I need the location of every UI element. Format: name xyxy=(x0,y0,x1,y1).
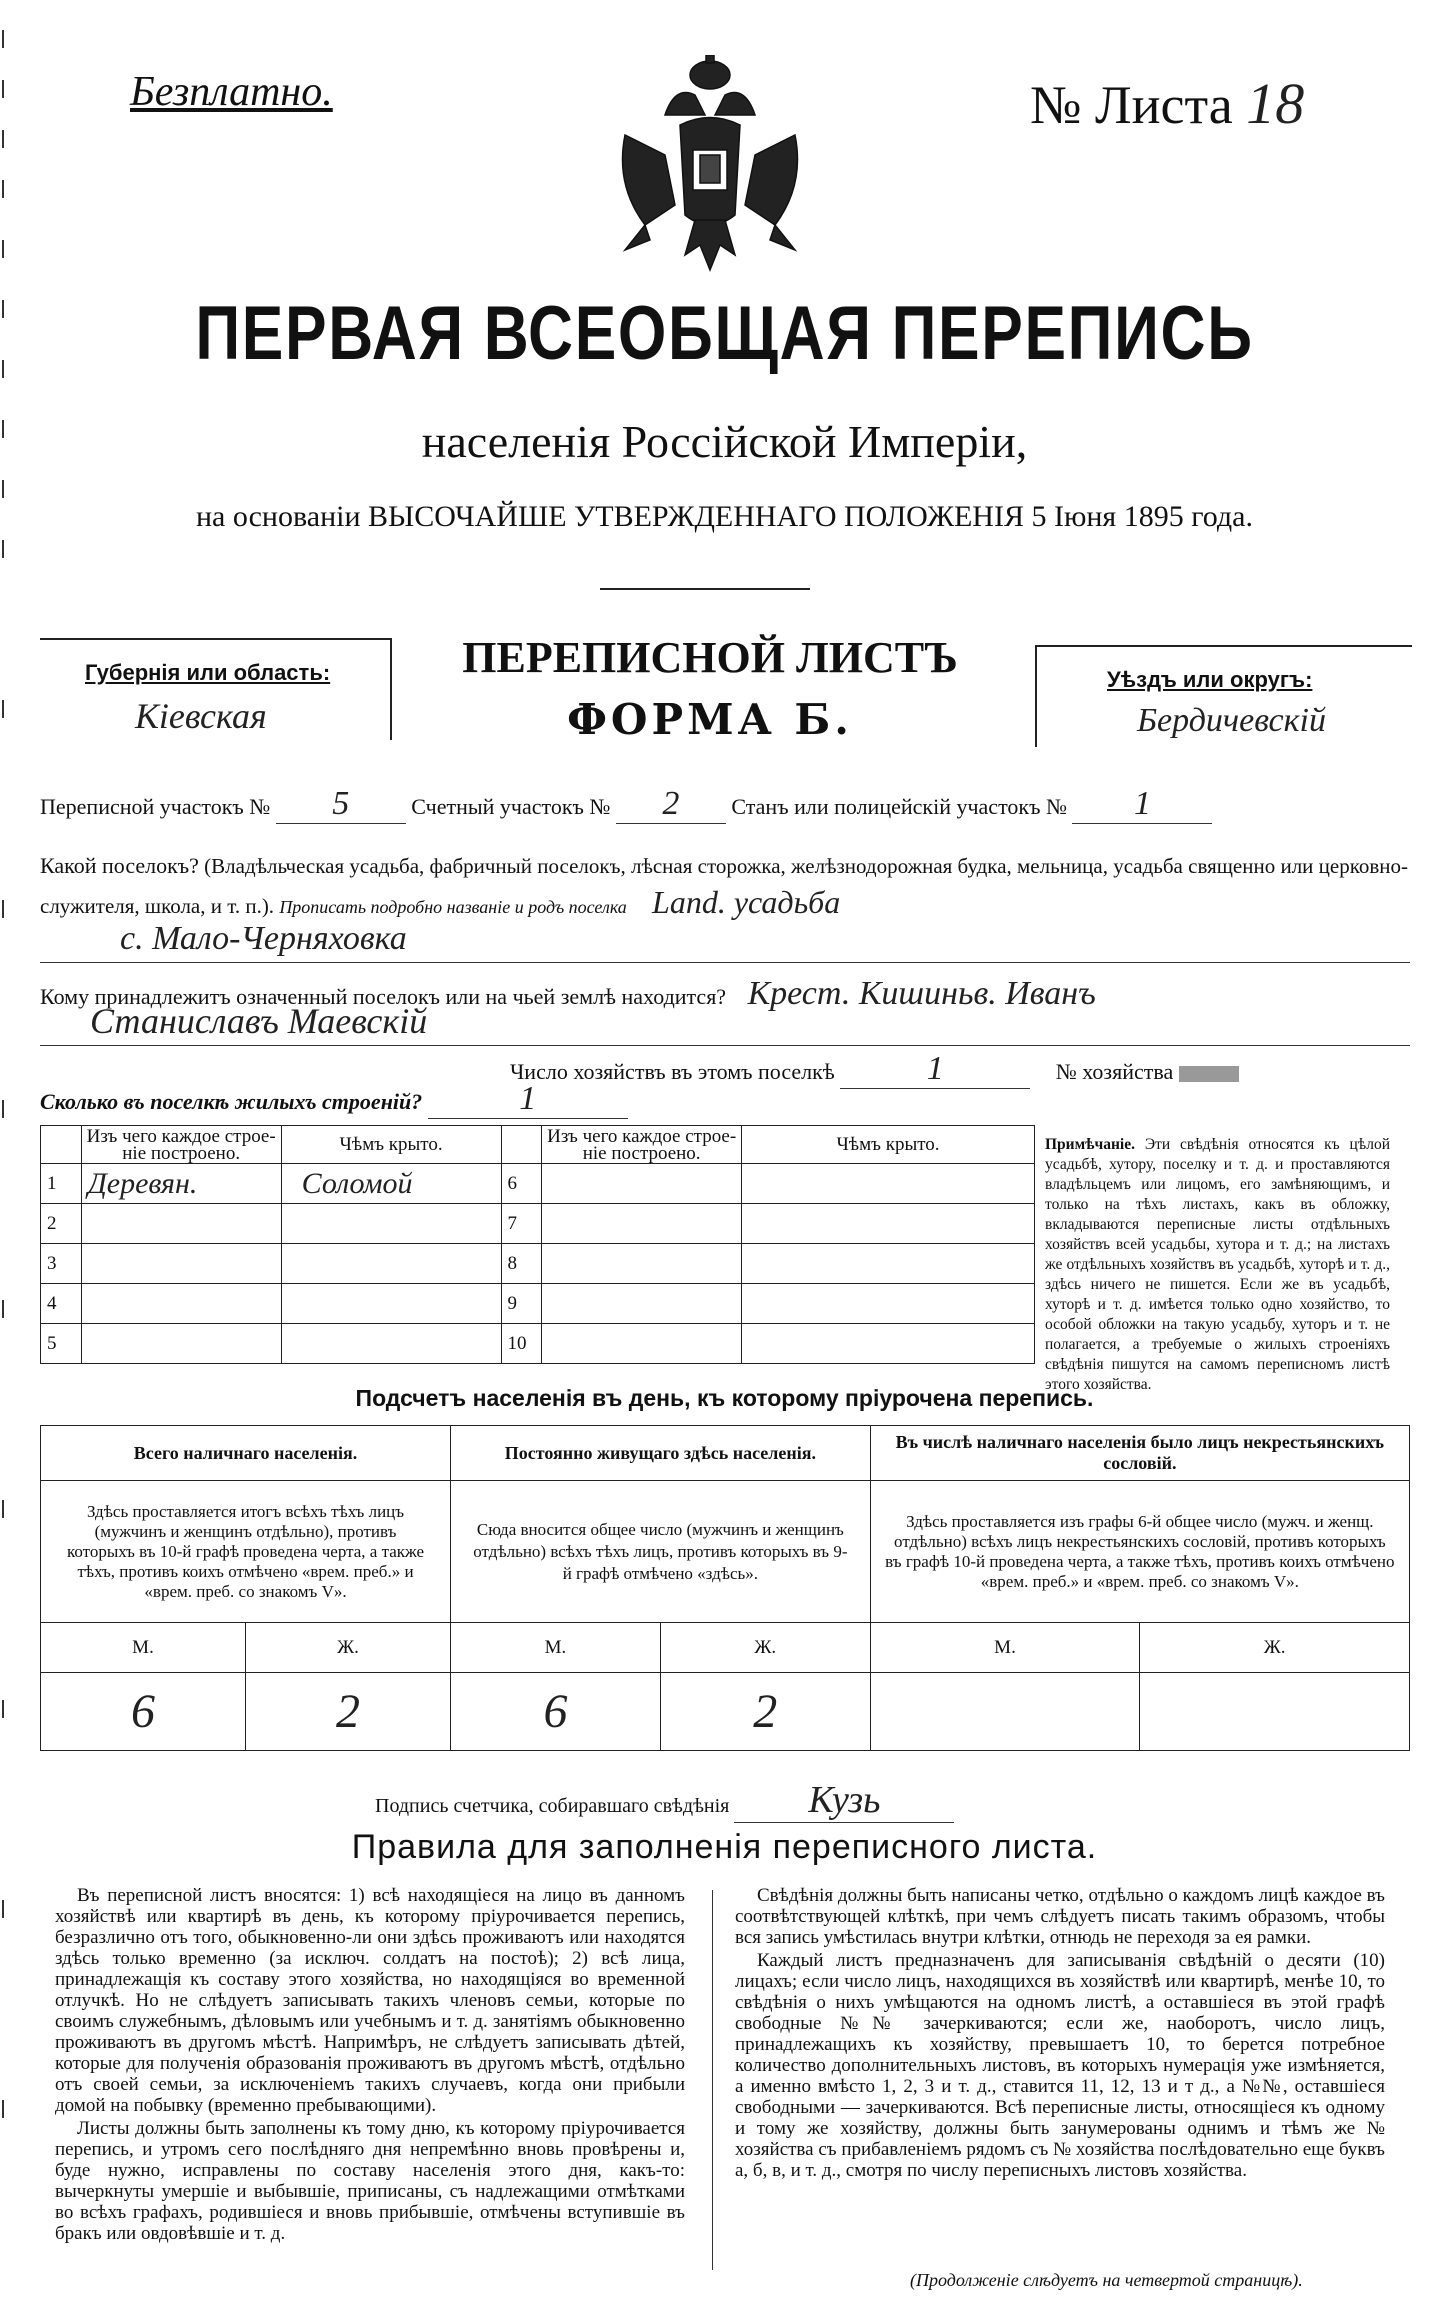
row-number: 9 xyxy=(501,1284,542,1324)
building-roof xyxy=(281,1284,501,1324)
buildings-material-head-1: Изъ чего каждое строе-ніе построено. xyxy=(81,1126,281,1164)
population-title: Подсчетъ населенія въ день, къ которому пріурочена перепись. xyxy=(355,1385,1094,1411)
owner-value-1: Крест. Кишиньв. Иванъ xyxy=(747,975,1096,1012)
building-roof xyxy=(741,1204,1034,1244)
count-district-value: 2 xyxy=(616,785,726,824)
count-district-label: Счетный участокъ № xyxy=(411,794,611,819)
census-sheet-title: ПЕРЕПИСНОЙ ЛИСТЪ xyxy=(462,633,958,682)
building-roof xyxy=(741,1164,1034,1204)
signature-label: Подпись счетчика, собиравшаго свѣдѣнія xyxy=(375,1795,730,1817)
total-population-head: Всего наличнаго населенія. xyxy=(41,1426,451,1481)
permanent-population-head: Постоянно живущаго здѣсь населенія. xyxy=(451,1426,871,1481)
uezd-box xyxy=(1035,645,1412,747)
police-district-label: Станъ или полицейскій участокъ № xyxy=(731,794,1067,819)
building-material xyxy=(542,1244,742,1284)
buildings-material-head-2: Изъ чего каждое строе-ніе построено. xyxy=(542,1126,742,1164)
note-block xyxy=(1045,1135,1390,1395)
district-line xyxy=(40,785,1410,824)
permanent-male-label: М. xyxy=(451,1623,661,1673)
permanent-female-count: 2 xyxy=(660,1673,870,1751)
row-number: 3 xyxy=(41,1244,82,1284)
table-row xyxy=(41,1164,1035,1204)
building-roof xyxy=(281,1324,501,1364)
building-roof xyxy=(741,1244,1034,1284)
settlement-hint: (Владѣльческая усадьба, фабричный поселокъ, лѣсная сторожка, желѣзнодорожная будка, мельница, усадьба священно или церковно-служителя, школа, и т. п.). xyxy=(40,854,1409,918)
uezd-value: Бердичевскій xyxy=(1137,702,1326,739)
guberniya-box xyxy=(40,638,392,740)
row-number: 10 xyxy=(501,1324,542,1364)
population-table xyxy=(40,1425,1410,1751)
permanent-male-count: 6 xyxy=(451,1673,661,1751)
rules-right-paragraph: Каждый листъ предназначенъ для записыванія свѣдѣній о десяти (10) лицахъ; если число лицъ, находящихся въ хозяйствѣ или квартирѣ, менѣе 10, то свѣдѣнія о нихъ умѣщаются на одномъ листѣ, а оставшіеся въ этой графѣ свободные №№ зачеркиваются; если же, наоборотъ, число лицъ, принадлежащихъ къ хозяйству, превышаетъ 10, то берется потребное количество дополнительныхъ листовъ, въ которыхъ нумерація уже измѣняется, а именно вмѣсто 1, 2, 3 и т. д., ставится 11, 12, 13 и т д., а №№, оставшіеся свободными — зачеркиваются. Всѣ переписные листы, относящіеся къ одному и тому же хозяйству, должны быть занумерованы однимъ и тѣмъ же № хозяйства съ прибавленіемъ рядомъ съ № хозяйства послѣдовательно еще буквъ а, б, в, и т. д., смотря по числу переписныхъ листовъ хозяйства. xyxy=(735,1950,1385,2181)
settlement-value-1: Land. усадьба xyxy=(652,884,841,920)
header-divider xyxy=(600,588,810,590)
buildings-table xyxy=(40,1125,1035,1364)
owner-underline xyxy=(40,1045,1410,1046)
row-number: 5 xyxy=(41,1324,82,1364)
sheet-label: № Листа xyxy=(1030,75,1233,135)
building-roof xyxy=(281,1204,501,1244)
building-material xyxy=(542,1284,742,1324)
table-row xyxy=(41,1204,1035,1244)
buildings-num-head xyxy=(41,1126,82,1164)
total-population-desc: Здѣсь проставляется итогъ всѣхъ тѣхъ лицъ (мужчинъ и женщинъ отдѣльно), противъ которыхъ въ 10-й графѣ проведена черта, а также тѣхъ, противъ коихъ отмѣчено «врем. преб.» и «врем. преб. со знакомъ V». xyxy=(41,1481,451,1623)
non-peasant-male-label: М. xyxy=(870,1623,1140,1673)
building-roof xyxy=(281,1244,501,1284)
buildings-value: 1 xyxy=(428,1080,628,1119)
note-label: Примѣчаніе. xyxy=(1045,1136,1135,1153)
sheet-number-field xyxy=(1030,70,1304,137)
guberniya-value: Кіевская xyxy=(135,696,267,736)
census-district-value: 5 xyxy=(276,785,406,824)
total-female-count: 2 xyxy=(246,1673,451,1751)
row-number: 8 xyxy=(501,1244,542,1284)
building-material xyxy=(542,1164,742,1204)
rules-right-column xyxy=(735,1885,1385,2183)
households-value: 1 xyxy=(840,1050,1030,1089)
uezd-label: Уѣздъ или округъ: xyxy=(1107,667,1313,692)
household-no-value xyxy=(1179,1066,1239,1082)
signature-line xyxy=(375,1778,954,1823)
rules-column-divider xyxy=(712,1890,713,2270)
owner-value-2: Станиславъ Маевскій xyxy=(90,1001,428,1041)
buildings-roof-head-1: Чѣмъ крыто. xyxy=(281,1126,501,1164)
row-number: 4 xyxy=(41,1284,82,1324)
row-number: 1 xyxy=(41,1164,82,1204)
building-roof xyxy=(741,1284,1034,1324)
total-female-label: Ж. xyxy=(246,1623,451,1673)
form-name: ФОРМА Б. xyxy=(567,695,853,744)
settlement-label: Какой поселокъ? xyxy=(40,853,199,878)
buildings-line xyxy=(40,1080,628,1119)
free-label: Безплатно. xyxy=(130,69,333,115)
owner-label: Кому принадлежитъ означенный поселокъ или на чьей землѣ находится? xyxy=(40,984,727,1009)
building-material xyxy=(542,1204,742,1244)
building-material xyxy=(81,1284,281,1324)
non-peasant-desc: Здѣсь проставляется изъ графы 6-й общее число (мужч. и женщ. отдѣльно) всѣхъ лицъ некрестьянскихъ сословій, противъ которыхъ въ графѣ 10-й проведена черта, а также тѣхъ, противъ коихъ отмѣчено «врем. преб.» и «врем. преб. со знакомъ V». xyxy=(870,1481,1409,1623)
settlement-underline xyxy=(40,962,1410,963)
police-district-value: 1 xyxy=(1072,785,1212,824)
permanent-female-label: Ж. xyxy=(660,1623,870,1673)
rules-title: Правила для заполненія переписного листа. xyxy=(351,1828,1098,1866)
note-text: Эти свѣдѣнія относятся къ цѣлой усадьбѣ, хутору, поселку и т. д. и проставляются владѣльцемъ или лицомъ, его замѣняющимъ, и только на тѣхъ листахъ, какъ въ обложку, вкладываются переписные листы отдѣльныхъ хозяйствъ всей усадьбы, хутора и т. д.; на листахъ же отдѣльныхъ хозяйствъ въ усадьбѣ, хуторѣ и т. д., здѣсь ничего не пишется. Если же въ усадьбѣ, хуторѣ и т. д. имѣется только одно хозяйство, то особой обложки на такую усадьбу, хуторъ и т. не полагается, а требуемые о жилыхъ строеніяхъ свѣдѣнія пишутся на самомъ переписномъ листѣ этого хозяйства. xyxy=(1045,1136,1391,1393)
document-subtitle: населенія Россійской Имперіи, xyxy=(421,416,1028,467)
rules-right-paragraph: Свѣдѣнія должны быть написаны четко, отдѣльно о каждомъ лицѣ каждое въ соотвѣтствующей клѣткѣ, при чемъ слѣдуетъ писать такимъ образомъ, чтобы вся запись умѣстилась внутри клѣтки, отнюдь не переходя за ея рамки. xyxy=(735,1885,1385,1948)
building-material xyxy=(81,1244,281,1284)
rules-continued-note: (Продолженіе слѣдуетъ на четвертой страницѣ). xyxy=(910,2270,1303,2290)
row-number: 2 xyxy=(41,1204,82,1244)
permanent-population-desc: Сюда вносится общее число (мужчинъ и женщинъ отдѣльно) всѣхъ тѣхъ лицъ, противъ которыхъ въ 9-й графѣ отмѣчено «здѣсь». xyxy=(451,1481,871,1623)
guberniya-label: Губернія или область: xyxy=(85,660,331,685)
settlement-instruction: Прописать подробно названіе и родъ поселка xyxy=(279,897,627,917)
row-number: 7 xyxy=(501,1204,542,1244)
total-male-count: 6 xyxy=(41,1673,246,1751)
table-row xyxy=(41,1244,1035,1284)
settlement-line xyxy=(40,848,1410,925)
buildings-roof-head-2: Чѣмъ крыто. xyxy=(741,1126,1034,1164)
total-male-label: М. xyxy=(41,1623,246,1673)
table-row xyxy=(41,1284,1035,1324)
imperial-eagle-emblem xyxy=(605,55,815,285)
rules-left-paragraph: Листы должны быть заполнены къ тому дню, къ которому пріурочивается перепись, и утромъ сего послѣдняго дня непремѣнно вновь провѣрены и, буде нужно, исправлены по составу населенія этого дня, какъ-то: вычеркнуты умершіе и выбывшіе, приписаны, съ надлежащими отмѣтками во всѣхъ графахъ, родившіеся и вновь прибывшіе, отмѣчены вступившіе въ бракъ или овдовѣвшіе и т. д. xyxy=(55,2118,685,2244)
document-title: ПЕРВАЯ ВСЕОБЩАЯ ПЕРЕПИСЬ xyxy=(195,291,1254,376)
household-no-label: № хозяйства xyxy=(1055,1059,1174,1084)
non-peasant-female-count xyxy=(1140,1673,1410,1751)
buildings-num-head-2 xyxy=(501,1126,542,1164)
non-peasant-female-label: Ж. xyxy=(1140,1623,1410,1673)
non-peasant-male-count xyxy=(870,1673,1140,1751)
sheet-number: 18 xyxy=(1246,71,1305,136)
buildings-label: Сколько въ поселкѣ жилыхъ строеній? xyxy=(40,1089,423,1114)
building-material xyxy=(81,1324,281,1364)
rules-left-column xyxy=(55,1885,685,2246)
rules-left-paragraph: Въ переписной листъ вносятся: 1) всѣ находящіеся на лицо въ данномъ хозяйствѣ или квартирѣ въ день, къ которому пріурочивается перепись, безразлично отъ того, обыкновенно-ли они здѣсь проживаютъ или находятся здѣсь только временно (за исключ. солдатъ на постоѣ); 2) всѣ лица, принадлежащія къ составу этого хозяйства, но находящіяся во временной отлучкѣ. Но не слѣдуетъ записывать такихъ членовъ семьи, которые по своимъ служебнымъ, дѣловымъ или учебнымъ и т. д. занятіямъ обыкновенно проживаютъ въ другомъ мѣстѣ. Напримѣръ, не слѣдуетъ записывать дѣтей, которые для полученія образованія проживаютъ въ другомъ мѣстѣ, отдѣльно отъ своей семьи, за исключеніемъ такихъ случаевъ, когда они прибыли домой на побывку (временно пребывающими). xyxy=(55,1885,685,2116)
legal-basis: на основаніи ВЫСОЧАЙШЕ УТВЕРЖДЕННАГО ПОЛОЖЕНІЯ 5 Іюня 1895 года. xyxy=(196,500,1253,533)
building-roof xyxy=(741,1324,1034,1364)
non-peasant-head: Въ числѣ наличнаго населенія было лицъ некрестьянскихъ сословій. xyxy=(870,1426,1409,1481)
building-material: Деревян. xyxy=(81,1164,281,1204)
building-material xyxy=(81,1204,281,1244)
settlement-value-2: с. Мало-Черняховка xyxy=(120,920,407,957)
row-number: 6 xyxy=(501,1164,542,1204)
building-roof: Соломой xyxy=(281,1164,501,1204)
households-label: Число хозяйствъ въ этомъ поселкѣ xyxy=(510,1059,835,1084)
table-row xyxy=(41,1324,1035,1364)
building-material xyxy=(542,1324,742,1364)
signature-value: Кузь xyxy=(734,1778,954,1823)
census-district-label: Переписной участокъ № xyxy=(40,794,271,819)
